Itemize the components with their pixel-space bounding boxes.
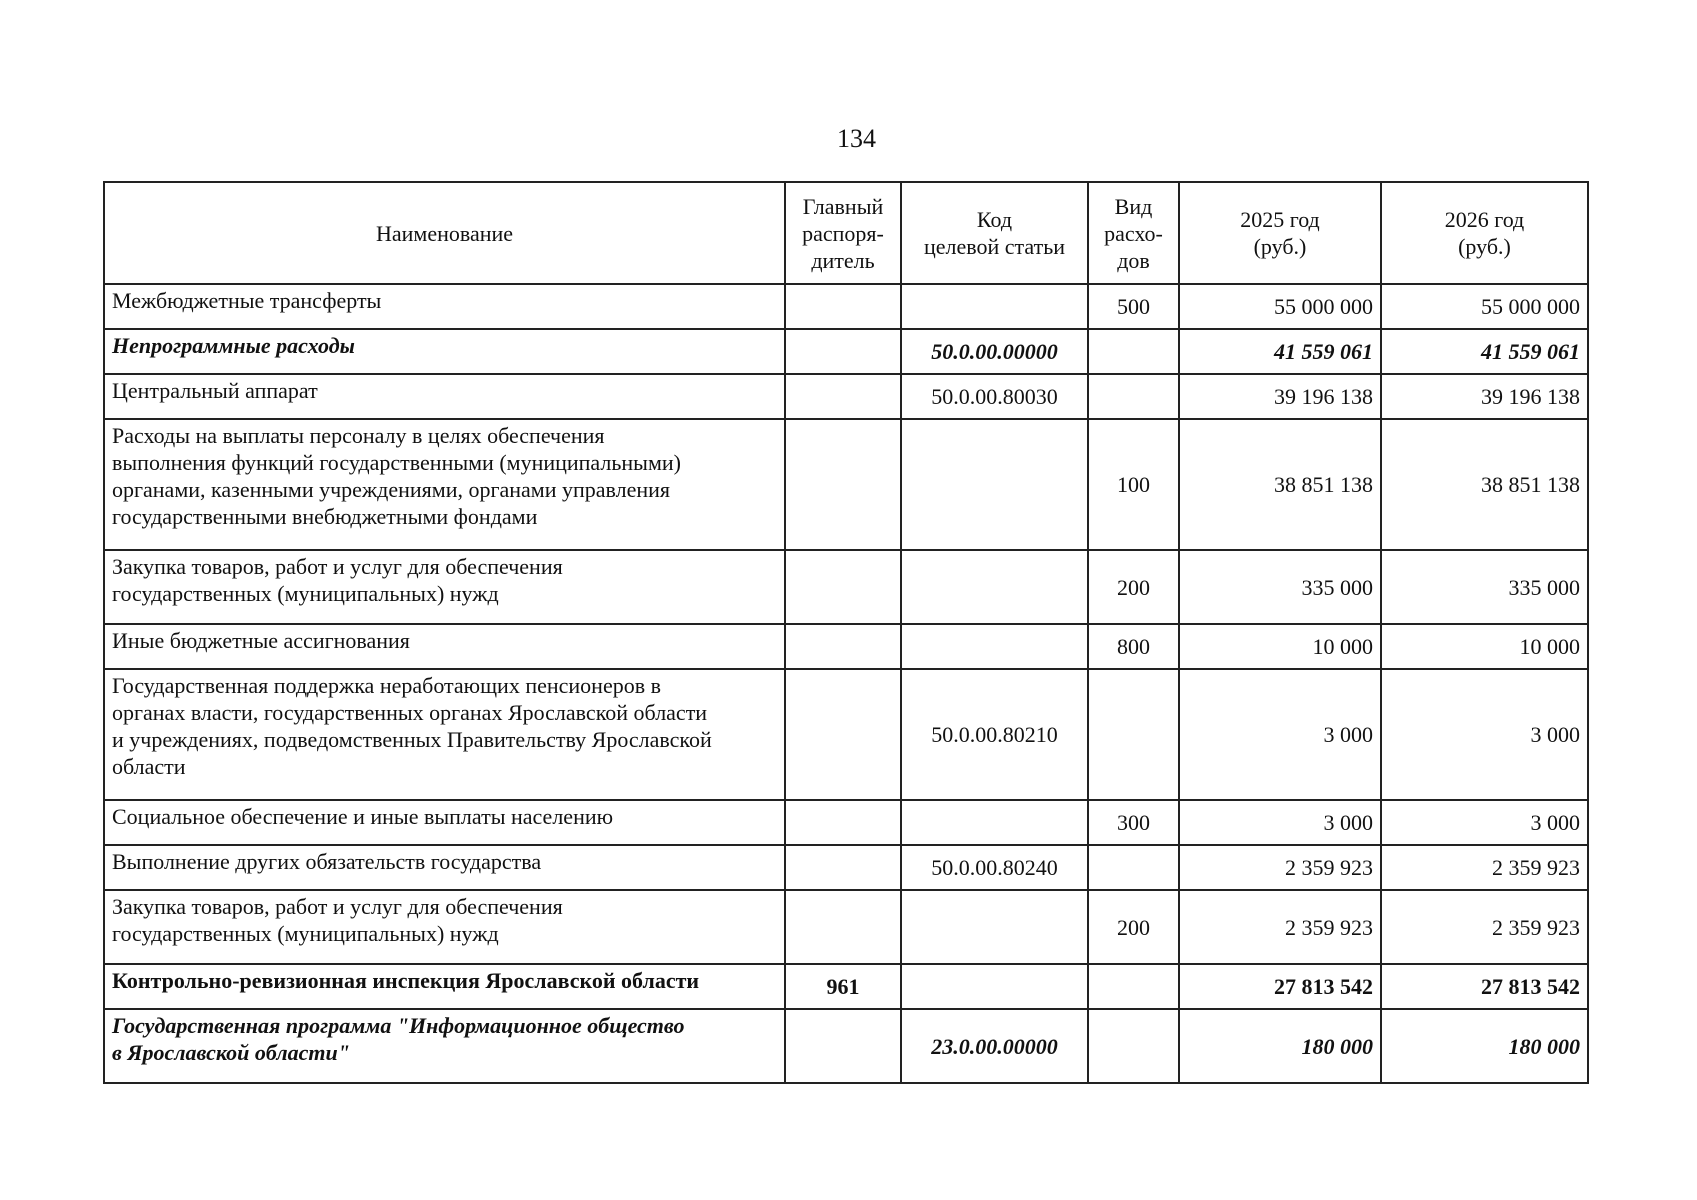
row-name-line: Социальное обеспечение и иные выплаты населению xyxy=(112,804,614,829)
table-row xyxy=(104,669,1588,800)
row-name-line: Закупка товаров, работ и услуг для обеспечения xyxy=(112,554,563,579)
header-expense-type-line: дов xyxy=(1117,247,1150,273)
row-amount-2025: 335 000 xyxy=(1179,550,1381,624)
header-year-2025-line: (руб.) xyxy=(1253,234,1307,259)
row-name xyxy=(104,550,785,624)
row-chief-admin xyxy=(785,845,901,890)
row-name xyxy=(104,1009,785,1083)
row-target-code: 50.0.00.80030 xyxy=(901,374,1088,419)
row-amount-2026: 180 000 xyxy=(1381,1009,1588,1083)
row-name-line: Межбюджетные трансферты xyxy=(112,288,382,313)
table-row xyxy=(104,374,1588,419)
row-chief-admin xyxy=(785,550,901,624)
row-chief-admin xyxy=(785,800,901,845)
row-amount-2026: 2 359 923 xyxy=(1381,890,1588,964)
table-row xyxy=(104,284,1588,329)
table-row xyxy=(104,964,1588,1009)
row-target-code xyxy=(901,419,1088,550)
row-expense-type: 800 xyxy=(1088,624,1179,669)
header-year-2026-line: 2026 год xyxy=(1444,207,1525,232)
row-expense-type xyxy=(1088,669,1179,800)
header-chief-admin xyxy=(785,182,901,284)
row-amount-2026: 38 851 138 xyxy=(1381,419,1588,550)
row-name-line: Государственная поддержка неработающих пенсионеров в xyxy=(112,673,661,698)
row-expense-type xyxy=(1088,845,1179,890)
row-amount-2026: 3 000 xyxy=(1381,669,1588,800)
header-year-2025 xyxy=(1179,182,1381,284)
row-target-code xyxy=(901,284,1088,329)
row-amount-2026: 335 000 xyxy=(1381,550,1588,624)
row-amount-2025: 3 000 xyxy=(1179,800,1381,845)
row-amount-2026: 41 559 061 xyxy=(1381,329,1588,374)
row-chief-admin xyxy=(785,890,901,964)
row-name-line: государственных (муниципальных) нужд xyxy=(112,581,499,606)
row-amount-2025: 10 000 xyxy=(1179,624,1381,669)
table-row xyxy=(104,800,1588,845)
row-name-line: Государственная программа "Информационное общество xyxy=(112,1013,685,1038)
header-expense-type xyxy=(1088,182,1179,284)
row-amount-2025: 2 359 923 xyxy=(1179,845,1381,890)
row-target-code xyxy=(901,550,1088,624)
header-target-code-line: Код xyxy=(976,207,1013,232)
row-expense-type: 300 xyxy=(1088,800,1179,845)
row-amount-2026: 10 000 xyxy=(1381,624,1588,669)
row-chief-admin xyxy=(785,329,901,374)
row-name xyxy=(104,800,785,845)
row-name-line: государственных (муниципальных) нужд xyxy=(112,921,499,946)
row-name xyxy=(104,624,785,669)
header-year-2026 xyxy=(1381,182,1588,284)
row-target-code: 23.0.00.00000 xyxy=(901,1009,1088,1083)
row-amount-2025: 2 359 923 xyxy=(1179,890,1381,964)
table-row xyxy=(104,1009,1588,1083)
table-row xyxy=(104,624,1588,669)
row-chief-admin xyxy=(785,624,901,669)
header-name: Наименование xyxy=(104,182,785,284)
row-expense-type: 100 xyxy=(1088,419,1179,550)
row-target-code: 50.0.00.80210 xyxy=(901,669,1088,800)
row-chief-admin: 961 xyxy=(785,964,901,1009)
row-expense-type: 500 xyxy=(1088,284,1179,329)
row-name-line: Контрольно-ревизионная инспекция Ярославской области xyxy=(112,968,700,993)
row-name xyxy=(104,329,785,374)
row-expense-type xyxy=(1088,964,1179,1009)
row-chief-admin xyxy=(785,374,901,419)
row-chief-admin xyxy=(785,1009,901,1083)
row-name xyxy=(104,669,785,800)
row-target-code xyxy=(901,890,1088,964)
header-target-code-line: целевой статьи xyxy=(923,234,1066,259)
row-expense-type: 200 xyxy=(1088,890,1179,964)
row-amount-2025: 3 000 xyxy=(1179,669,1381,800)
header-chief-admin-line: Главный xyxy=(802,193,884,219)
header-row xyxy=(104,182,1588,284)
row-name xyxy=(104,964,785,1009)
row-name xyxy=(104,284,785,329)
row-amount-2026: 3 000 xyxy=(1381,800,1588,845)
row-name xyxy=(104,419,785,550)
header-expense-type-line: расхо- xyxy=(1104,220,1163,246)
row-name-line: выполнения функций государственными (муниципальными) xyxy=(112,450,681,475)
row-name-line: и учреждениях, подведомственных Правительству Ярославской xyxy=(112,727,712,752)
row-amount-2025: 180 000 xyxy=(1179,1009,1381,1083)
row-name-line: области xyxy=(112,754,186,779)
row-expense-type xyxy=(1088,329,1179,374)
header-year-2026-line: (руб.) xyxy=(1458,234,1511,259)
header-chief-admin-line: распоря- xyxy=(802,220,884,246)
row-name-line: органами, казенными учреждениями, органами управления xyxy=(112,477,671,502)
table-row xyxy=(104,845,1588,890)
row-name-line: Непрограммные расходы xyxy=(112,333,355,358)
budget-table xyxy=(103,181,1589,1084)
row-amount-2025: 39 196 138 xyxy=(1179,374,1381,419)
row-name-line: в Ярославской области" xyxy=(112,1040,350,1065)
table-row xyxy=(104,890,1588,964)
table-row xyxy=(104,419,1588,550)
table-row xyxy=(104,550,1588,624)
row-name-line: Расходы на выплаты персоналу в целях обеспечения xyxy=(112,423,605,448)
row-chief-admin xyxy=(785,669,901,800)
row-expense-type xyxy=(1088,374,1179,419)
row-expense-type: 200 xyxy=(1088,550,1179,624)
row-target-code xyxy=(901,624,1088,669)
row-name-line: Выполнение других обязательств государства xyxy=(112,849,542,874)
row-name-line: Центральный аппарат xyxy=(112,378,318,403)
row-amount-2025: 27 813 542 xyxy=(1179,964,1381,1009)
row-amount-2026: 27 813 542 xyxy=(1381,964,1588,1009)
row-name xyxy=(104,845,785,890)
row-name xyxy=(104,890,785,964)
row-amount-2026: 55 000 000 xyxy=(1381,284,1588,329)
row-chief-admin xyxy=(785,419,901,550)
row-amount-2025: 38 851 138 xyxy=(1179,419,1381,550)
row-amount-2025: 41 559 061 xyxy=(1179,329,1381,374)
row-amount-2026: 2 359 923 xyxy=(1381,845,1588,890)
header-expense-type-line: Вид xyxy=(1114,193,1153,219)
header-target-code xyxy=(901,182,1088,284)
row-name-line: органах власти, государственных органах Ярославской области xyxy=(112,700,708,725)
row-amount-2025: 55 000 000 xyxy=(1179,284,1381,329)
row-target-code xyxy=(901,800,1088,845)
row-name-line: государственными внебюджетными фондами xyxy=(112,504,538,529)
row-target-code: 50.0.00.80240 xyxy=(901,845,1088,890)
row-chief-admin xyxy=(785,284,901,329)
row-name-line: Закупка товаров, работ и услуг для обеспечения xyxy=(112,894,563,919)
page-number: 134 xyxy=(837,124,876,153)
row-target-code: 50.0.00.00000 xyxy=(901,329,1088,374)
row-amount-2026: 39 196 138 xyxy=(1381,374,1588,419)
table-row xyxy=(104,329,1588,374)
row-name xyxy=(104,374,785,419)
row-expense-type xyxy=(1088,1009,1179,1083)
row-target-code xyxy=(901,964,1088,1009)
header-year-2025-line: 2025 год xyxy=(1240,207,1320,232)
row-name-line: Иные бюджетные ассигнования xyxy=(112,628,410,653)
header-chief-admin-line: дитель xyxy=(811,247,875,273)
